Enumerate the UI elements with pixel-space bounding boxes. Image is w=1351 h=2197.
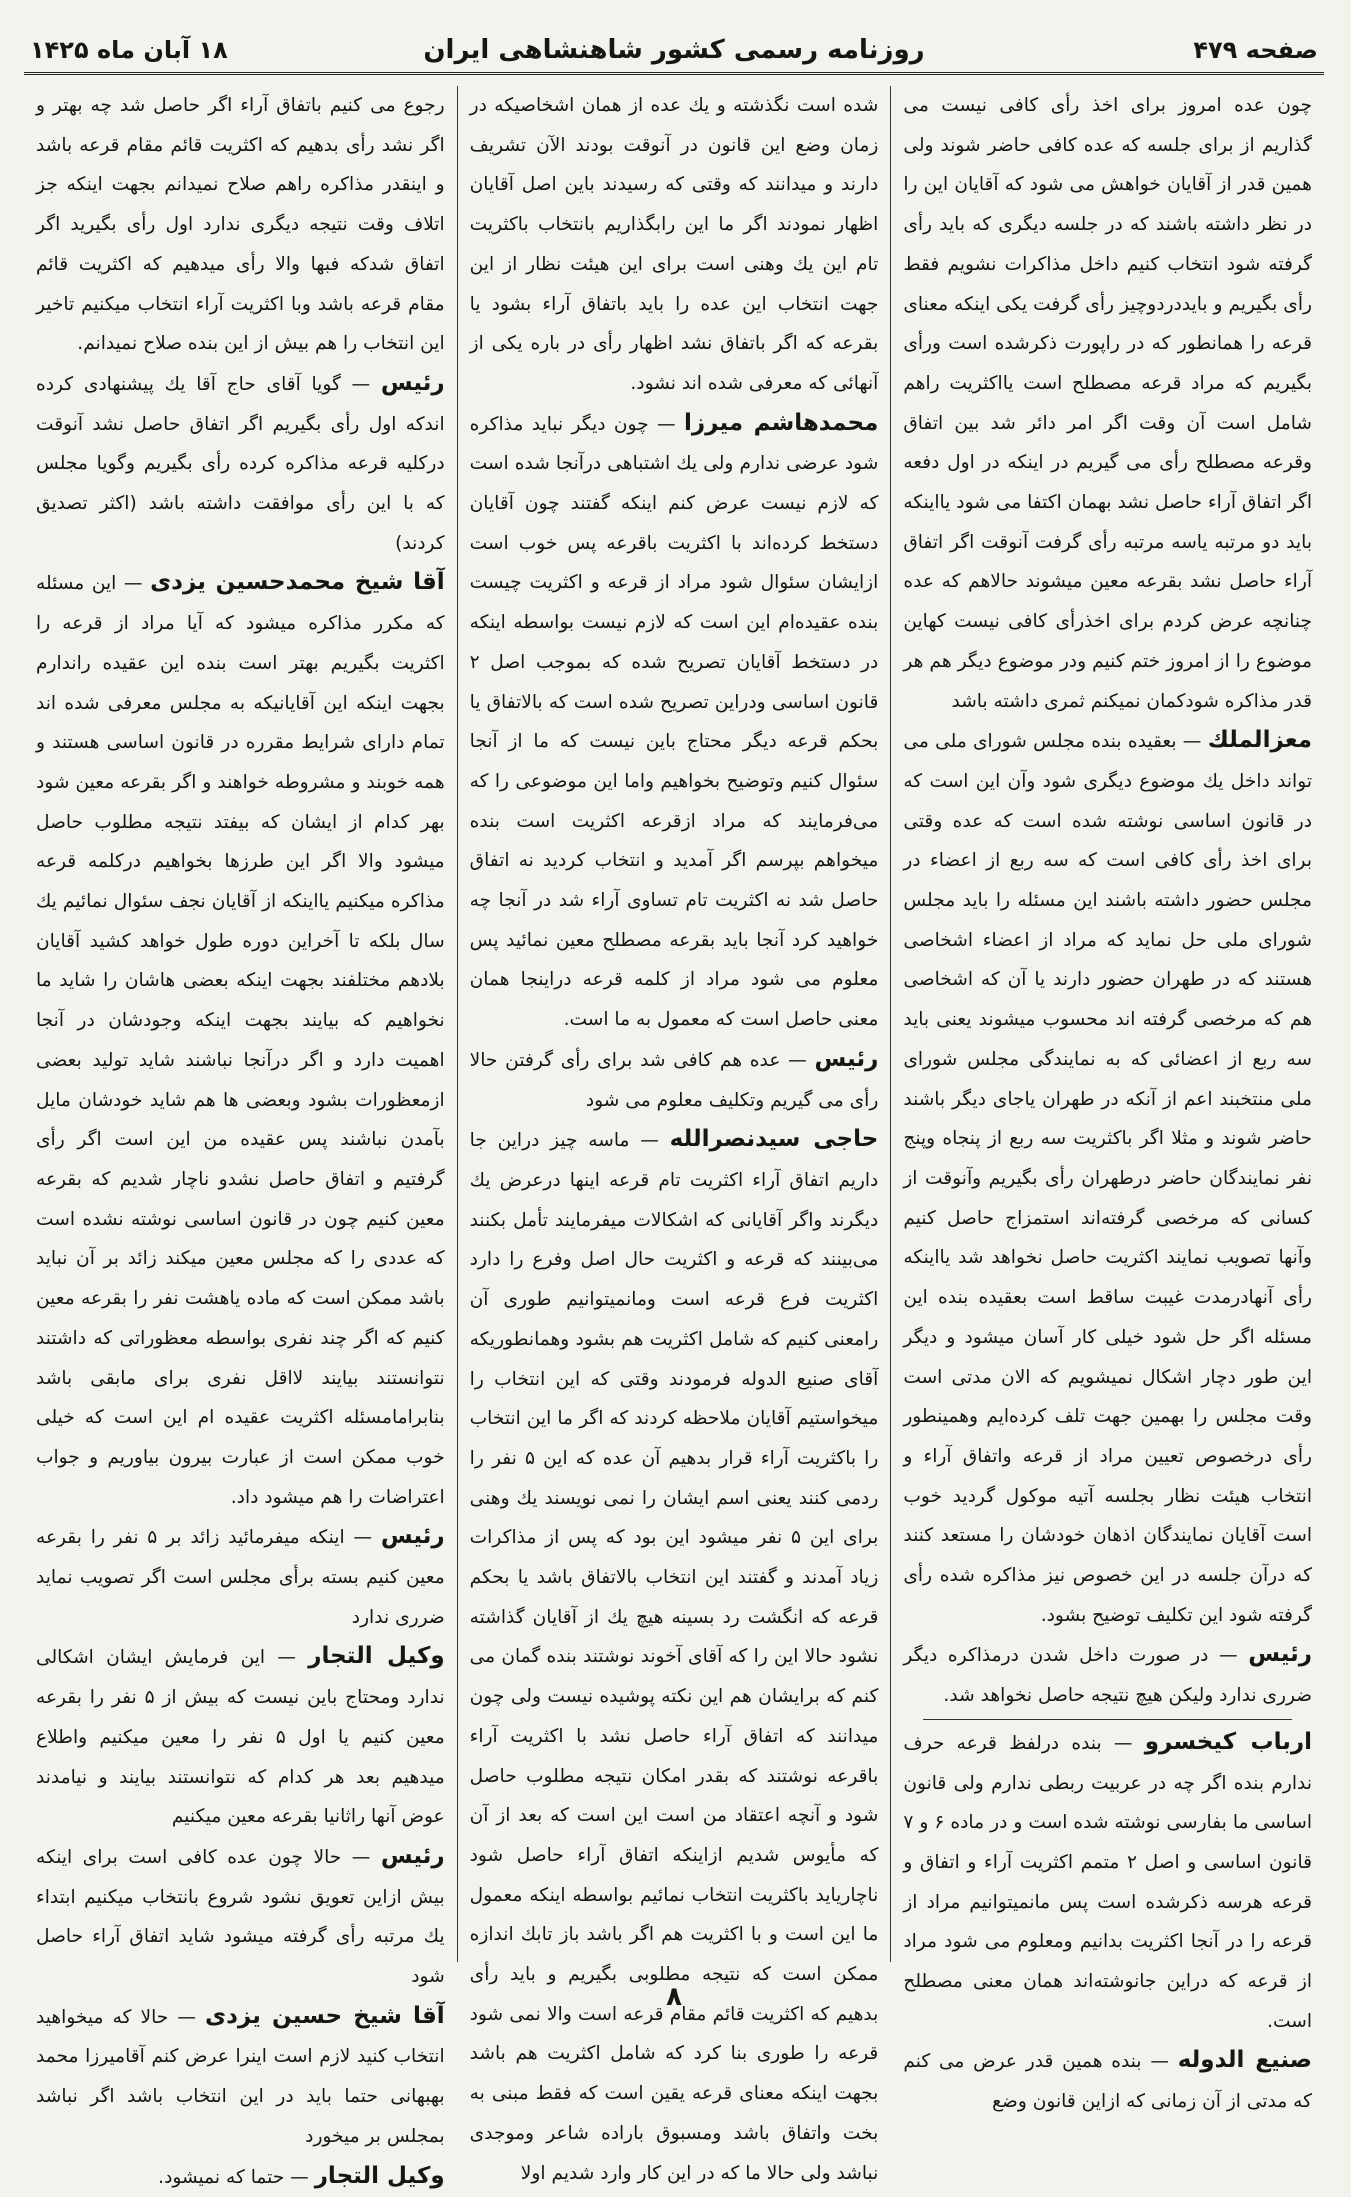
paragraph-text: — در صورت داخل شدن درمذاکره دیگر ضرری ندارد ولیکن هیچ نتیجه حاصل نخواهد شد.	[903, 1645, 1312, 1707]
speech-paragraph	[36, 563, 445, 1517]
speech-paragraph	[36, 1837, 445, 1997]
speaker-name: رئیس	[380, 1523, 445, 1550]
paragraph-text: — اینکه میفرمائید زائد بر ۵ نفر را بقرعه معین کنیم بسته برأی مجلس است اگر تصویب نماید ضرری ندارد	[35, 1527, 445, 1628]
paragraph-text: شده است نگذشته و یك عده از همان اشخاصیکه در زمان وضع این قانون در آنوقت بودند الآن تشریف دارند و میدانند که وقتی که رسیدند باین اصل آقایان اظهار نمودند اگر ما این رابگذاریم بانتخاب باکثریت تام این یك وهنی است برای این هیئت نظار از این جهت انتخاب این عده را باید باتفاق آراء بشود یا بقرعه که اگر باتفاق نشد اظهار رأی در باره یکی از آنهائی که معرفی شده اند نشود.	[469, 95, 879, 394]
paragraph-text: — چون دیگر نباید مذاکره شود عرضی ندارم ولی یك اشتباهی درآنجا شده است که لازم نیست عرض کنم اینکه گفتند چون آقایان دستخط کرده‌اند با اکثریت باقرعه پس خوب است ازایشان سئوال شود مراد از قرعه و اکثریت چیست بنده عقیده‌ام این است که لازم نیست بواسطه اینکه در دستخط آقایان تصریح شده که بموجب اصل ۲ قانون اساسی ودراین تصریح شده است که بالاتفاق یا بحکم قرعه دیگر محتاج باین نیست که ما از آنجا سئوال کنیم وتوضیح بخواهیم واما این موضوعی را که می‌فرمایند که مراد ازقرعه اکثریت است بنده میخواهم بپرسم اگر آمدید و انتخاب کردید نه اتفاق حاصل شد نه اکثریت تام تساوی آراء شد در آنجا چه خواهید کرد آنجا باید بقرعه مصطلح معین نمائید پس معلوم می شود مراد از کلمه قرعه دراینجا همان معنی حاصل است که معمول به ما است.	[469, 413, 879, 1031]
text-columns	[24, 86, 1324, 2189]
speaker-name: رئیس	[1248, 1641, 1312, 1668]
speech-paragraph	[470, 1120, 879, 2193]
paragraph-text: — این مسئله که مکرر مذاکره میشود که آیا مراد از قرعه را اکثریت بگیریم بهتر است بنده این عقیده راندارم بجهت اینکه این آقایانیکه به مجلس معرفی شده اند تمام دارای شرایط مقرره در قانون اساسی هستند و همه خوبند و مشروطه خواهند و اگر بقرعه معین شود بهر کدام از ایشان که بیفتد نتیجه مطلوب حاصل میشود والا اگر این طرزها بخواهیم درکلمه قرعه مذاکره میکنیم یااینکه از آقایان نجف سئوال نمائیم یك سال بلکه تا آخراین دوره طول خواهد کشید آقایان بلادهم مختلفند بجهت اینکه بعضی هاشان را شاید ما نخواهیم که بیایند بجهت اینکه وجودشان در آنجا اهمیت دارد و اگر درآنجا نباشند شاید تولید بعضی ازمعظورات بشود وبعضی ها هم شاید خودشان مایل بآمدن نباشند پس عقیده من این است اگر رأی گرفتیم و اتفاق حاصل نشدو ناچار شدیم که بقرعه معین کنیم چون در قانون اساسی نوشته نشده است که عددی را که مجلس معین میکند زائد بر آن نباید باشد ممکن است که ماده یاهشت نفر را بقرعه معین کنیم که اگر چند نفری بواسطه معظوراتی که داشتند نتوانستند بیایند لااقل نفری برای مابقی باشد بنابرامامسئله اکثریت عقیده ام این است که خیلی خوب ممکن است از عبارت بیرون بیاوریم و جواب اعتراضات را هم میشود داد.	[35, 573, 445, 1508]
speaker-name: معزالملك	[1207, 727, 1312, 754]
page-label: صفحه ۴۷۹	[1193, 36, 1318, 64]
masthead	[24, 28, 1324, 75]
speaker-name: ارباب کیخسرو	[1144, 1728, 1312, 1755]
text-paragraph	[36, 86, 445, 364]
column-middle	[457, 86, 891, 2184]
paragraph-text: — حالا که میخواهید انتخاب کنید لازم است اینرا عرض کنم آقامیرزا محمد بهبهانی حتما باید در این انتخاب باشد اگر نباشد بمجلس بر میخورد	[35, 2006, 445, 2147]
paragraph-text: — بنده همین قدر عرض می کنم که مدتی از آن زمانی که ازاین قانون وضع	[903, 2051, 1312, 2113]
speaker-name: رئیس	[814, 1045, 879, 1072]
text-paragraph	[470, 86, 879, 404]
newspaper-page	[24, 28, 1324, 2189]
speech-paragraph	[903, 2041, 1312, 2121]
speech-paragraph	[470, 1040, 879, 1120]
issue-date: ۱۸ آبان ماه ۱۴۲۵	[30, 36, 228, 64]
speaker-name: رئیس	[380, 1842, 445, 1869]
paragraph-text: — ماسه چیز دراین جا داریم اتفاق آراء اکثریت تام قرعه اینها درعرض یك دیگرند واگر آقایانی که اشکالات میفرمایند تأمل بکنند می‌بینند که قرعه و اکثریت حال اصل وفرع را دارد اکثریت فرع قرعه است ومانمیتوانیم طوری آن رامعنی کنیم که شامل اکثریت هم بشود وهمانطوریکه آقای صنیع الدوله فرمودند وقتی که این انتخاب را میخواستیم آقایان ملاحظه کردند که اگر ما این انتخاب را باکثریت آراء قرار بدهیم آن عده که این ۵ نفر را ردمی کنند یعنی اسم ایشان را نمی نویسند یك وهنی برای این ۵ نفر میشود این بود که پس از مذاکرات زیاد آمدند و گفتند این انتخاب بالاتفاق باشد یا بحکم قرعه که انگشت رد بسینه هیچ یك از آقایان گذاشته نشود حالا این را که آقای آخوند نوشتند بنده گمان می کنم که برایشان هم این نکته پوشیده نیست ولی چون میدانند که اتفاق آراء حاصل نشد با اکثریت آراء باقرعه نوشتند که بقدر امکان نتیجه مطلوب حاصل شود و آنچه اعتقاد من است این است که بعد از آن که مأیوس شدیم ازاینکه اتفاق آراء حاصل شود ناچاریاید باکثریت انتخاب نمائیم بواسطه اینکه معمول ما این است و با اکثریت هم اگر باشد باز تابك اندازه ممکن است كه نتیجه مطلوبی بگیریم و باید رأی بدهیم که اکثریت قائم مقام قرعه است والا نمی شود قرعه را طوری بنا کرد که شامل اکثریت هم باشد بجهت اینکه معنای قرعه یقین است که فقط مبنی به بخت واتفاق باشد ومسبوق باراده شاعر وموجدی نباشد ولی حالا ما که در این کار وارد شدیم اولا	[469, 1130, 879, 2184]
paragraph-text: — عده هم کافی شد برای رأی گرفتن حالا رأی می گیریم وتکلیف معلوم می شود	[469, 1049, 879, 1111]
paragraph-text: — حالا چون عده کافی است برای اینکه بیش ازاین تعویق نشود شروع بانتخاب میکنیم ابتداء یك مرتبه رأی گرفته میشود شاید اتفاق آراء حاصل شود	[35, 1846, 445, 1988]
newspaper-title: روزنامه رسمی کشور شاهنشاهی ایران	[423, 35, 925, 65]
speech-paragraph	[36, 1637, 445, 1837]
paragraph-text: — حتما که نمیشود.	[158, 2166, 309, 2188]
speaker-name: وکیل التجار	[314, 2162, 445, 2189]
speech-paragraph	[36, 364, 445, 564]
speaker-name: رئیس	[380, 369, 445, 396]
column-left	[24, 86, 457, 2189]
text-paragraph	[903, 86, 1312, 721]
speaker-name: آقا شیخ محمدحسین یزدی	[150, 569, 445, 596]
paragraph-text: چون عده امروز برای اخذ رأی کافی نیست می گذاریم از برای جلسه که عده کافی حاضر شوند ولی همین قدر از آقایان خواهش می شود که آقایان این را در نظر داشته باشند که در جلسه دیگری که باید رأی گرفته شود انتخاب کنیم داخل مذاکرات نشویم فقط رأی بگیریم و بایددردوچیز رأی گرفت یکی اینکه معنای قرعه را همانطور که در راپورت ذکرشده است ورأی بگیریم که مراد قرعه مصطلح است یااکثریت راهم شامل است آن وقت اگر امر دائر شد بین اتفاق وقرعه مصطلح رأی می گیریم در اینکه در اول دفعه اگر اتفاق آراء حاصل نشد بهمان اکتفا می شود یااینکه باید دو مرتبه یاسه مرتبه رأی گرفت آنوقت اگر اتفاق آراء حاصل نشد بقرعه معین میشوند حالاهم که عده چنانچه عرض کردم برای اخذرأی کافی نیست کهاین موضوع را از امروز ختم کنیم ودر موضوع دیگر هم هر قدر مذاکره شودکمان نمیکنم ثمری داشته باشد	[903, 95, 1312, 712]
speech-paragraph	[470, 404, 879, 1040]
column-right	[890, 86, 1324, 2113]
speaker-name: وکیل التجار	[308, 1643, 445, 1670]
page-number: ۸	[666, 1982, 682, 2012]
speech-paragraph	[36, 1997, 445, 2157]
paragraph-text: — این فرمایش ایشان اشکالی ندارد ومحتاج باین نیست که بیش از ۵ نفر را بقرعه معین کنیم یا اول ۵ نفر را معین میکنیم واطلاع میدهیم بعد هر کدام که نتوانستند بیایند و نیامدند عوض آنها راثانیا بقرعه معین میکنیم	[35, 1647, 445, 1828]
speech-paragraph	[36, 2157, 445, 2197]
speaker-name: حاجی سیدنصرالله	[669, 1126, 879, 1153]
speaker-name: آقا شیخ حسین یزدی	[205, 2002, 445, 2029]
paragraph-text: — گویا آقای حاج آقا یك پیشنهادی کرده اندکه اول رأی بگیریم اگر اتفاق حاصل نشد آنوقت درکلیه قرعه مذاکره کرده رأی بگیریم وگویا مجلس که با این رأی موافقت داشته باشد (اکثر تصدیق کردند)	[35, 373, 445, 554]
paragraph-text: — بعقیده بنده مجلس شورای ملی می تواند داخل یك موضوع دیگری شود وآن این است که در قانون اساسی نوشته شده است که عده وقتی برای اخذ رأی کافی است که سه ربع از اعضاء در مجلس حضور داشته باشند این مسئله را باید مجلس شورای ملی حل نماید که مراد از اعضاء اشخاصی هستند که در طهران حضور دارند یا آن که اشخاصی هم که مرخصی گرفته اند محسوب میشوند یعنی باید سه ربع از اعضائی که به نمایندگی مجلس شورای ملی منتخبند اعم از آنکه در طهران یاجای دیگر باشند حاضر شوند و مثلا اگر باکثریت سه ربع از پنجاه وپنج نفر نمایندگان حاضر درطهران رأی بگیریم وآنوقت از کسانی که مرخصی گرفته‌اند استمزاج حاصل کنیم وآنها تصویب نمایند اکثریت حاصل نخواهد شد یااینکه رأی آنهادرمدت غیبت ساقط است بعقیده بنده این مسئله اگر حل شود خیلی کار آسان میشود و دیگر این طور دچار اشکال نمیشویم که الان مدتی است وقت مجلس را بهمین جهت تلف کرده‌ایم وهمینطور رأی درخصوص تعیین مراد از قرعه واتفاق آراء و انتخاب هیئت نظار بجلسه آتیه موکول گردید خوب است آقایان نمایندگان اذهان خودشان را مستعد کنند که درآن جلسه در این خصوص نیز مذاکره شده رأی گرفته شود این تکلیف توضیح بشود.	[903, 731, 1312, 1626]
paragraph-text: — بنده درلفظ قرعه حرف ندارم بنده اگر چه در عربیت ربطی ندارم ولی قانون اساسی ما بفارسی نوشته شده است و در ماده ۶ و ۷ قانون اساسی و اصل ۲ متمم اکثریت آراء و اتفاق و قرعه هرسه ذکرشده است پس مانمیتوانیم مراد از قرعه را در آنجا اکثریت بدانیم ومعلوم می شود مراد از قرعه که دراین جانوشته‌اند همان معنی مصطلح است.	[903, 1732, 1312, 2032]
speaker-name: صنیع الدوله	[1177, 2047, 1312, 2074]
paragraph-text: رجوع می کنیم باتفاق آراء اگر حاصل شد چه بهتر و اگر نشد رأی بدهیم که اکثریت قائم مقام قرعه باشد و اینقدر مذاکره راهم صلاح نمیدانم بجهت اینکه جز اتلاف وقت نتیجه دیگری ندارد اول رأی بگیرید اگر اتفاق شدکه فبها والا رأی میدهیم که اکثریت قائم مقام قرعه باشد وبا اکثریت آراء انتخاب میکنیم تاخیر این انتخاب را هم بیش از این بنده صلاح نمیدانم.	[35, 95, 445, 355]
speaker-name: محمدهاشم میرزا	[684, 409, 879, 436]
section-divider	[923, 1719, 1292, 1720]
speech-paragraph	[903, 1635, 1312, 1715]
speech-paragraph	[903, 721, 1312, 1635]
speech-paragraph	[36, 1517, 445, 1637]
